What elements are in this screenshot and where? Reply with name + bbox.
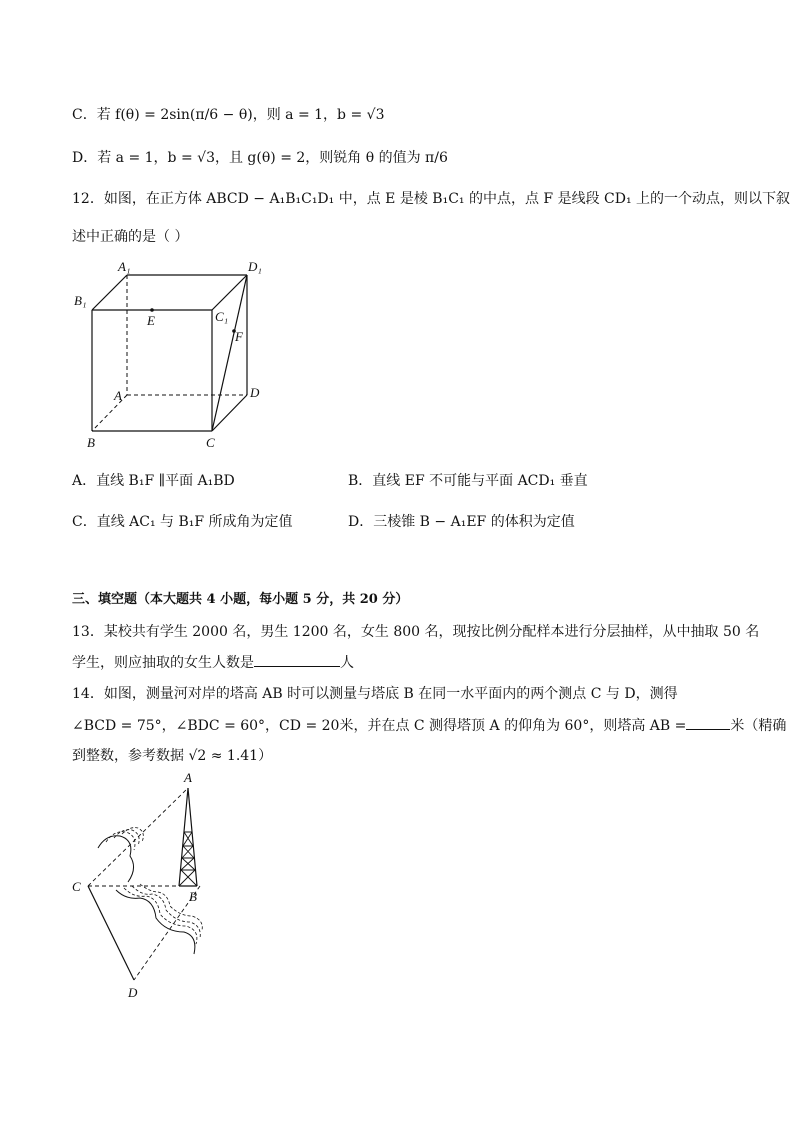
label-F: F [235,329,243,344]
label-E: E [147,313,155,328]
label-A: A [184,770,192,785]
q12-option-d: D．三棱锥 B − A₁EF 的体积为定值 [348,514,575,530]
label-C: C [72,879,81,894]
label-A: A [114,388,122,403]
q12-option-a: A．直线 B₁F ∥平面 A₁BD [72,473,235,489]
cube-figure [72,255,282,455]
section-heading: 三、填空题（本大题共 4 小题，每小题 5 分，共 20 分） [72,592,409,607]
label-B: B [189,889,197,904]
q12-option-b: B．直线 EF 不可能与平面 ACD₁ 垂直 [348,473,588,489]
q12-option-c: C．直线 AC₁ 与 B₁F 所成角为定值 [72,514,293,530]
q13-stem-line2 [72,652,354,673]
q14-stem-line1: 14．如图，测量河对岸的塔高 AB 时可以测量与塔底 B 在同一水平面内的两个测点 C 与 D，测得 [72,686,678,702]
q12-stem-line1: 12．如图，在正方体 ABCD − A₁B₁C₁D₁ 中，点 E 是棱 B₁C₁ 的中点，点 F 是线段 CD₁ 上的一个动点，则以下叙 [72,191,791,207]
option-c-prev: C．若 f(θ) = 2sin(π/6 − θ)，则 a = 1，b = √3 [72,107,385,123]
q14-stem-line2 [72,715,786,736]
label-B1: B₁ [74,293,87,308]
label-A1: A₁ [118,259,131,274]
q14-answer-blank [686,715,730,730]
label-C: C [206,435,215,450]
option-d-prev: D．若 a = 1，b = √3，且 g(θ) = 2，则锐角 θ 的值为 π/6 [72,150,448,166]
label-D1: D₁ [248,259,262,274]
q14-text-pre: ∠BCD = 75°，∠BDC = 60°，CD = 20米，并在点 C 测得塔顶 A 的仰角为 60°，则塔高 AB = [72,718,687,734]
tower-figure [68,768,218,1004]
q13-text-pre: 学生，则应抽取的女生人数是 [72,655,254,671]
label-C1: C₁ [215,309,229,324]
q13-stem-line1: 13．某校共有学生 2000 名，男生 1200 名，女生 800 名，现按比例分配样本进行分层抽样，从中抽取 50 名 [72,624,760,640]
q13-text-post: 人 [340,655,354,671]
label-B: B [87,435,95,450]
q12-stem-line2: 述中正确的是（ ） [72,229,189,245]
q14-stem-line3: 到整数，参考数据 √2 ≈ 1.41） [72,748,273,764]
label-D: D [250,385,260,400]
label-D: D [128,985,138,1000]
q14-text-post: 米（精确 [730,718,787,734]
q13-answer-blank [254,652,340,667]
